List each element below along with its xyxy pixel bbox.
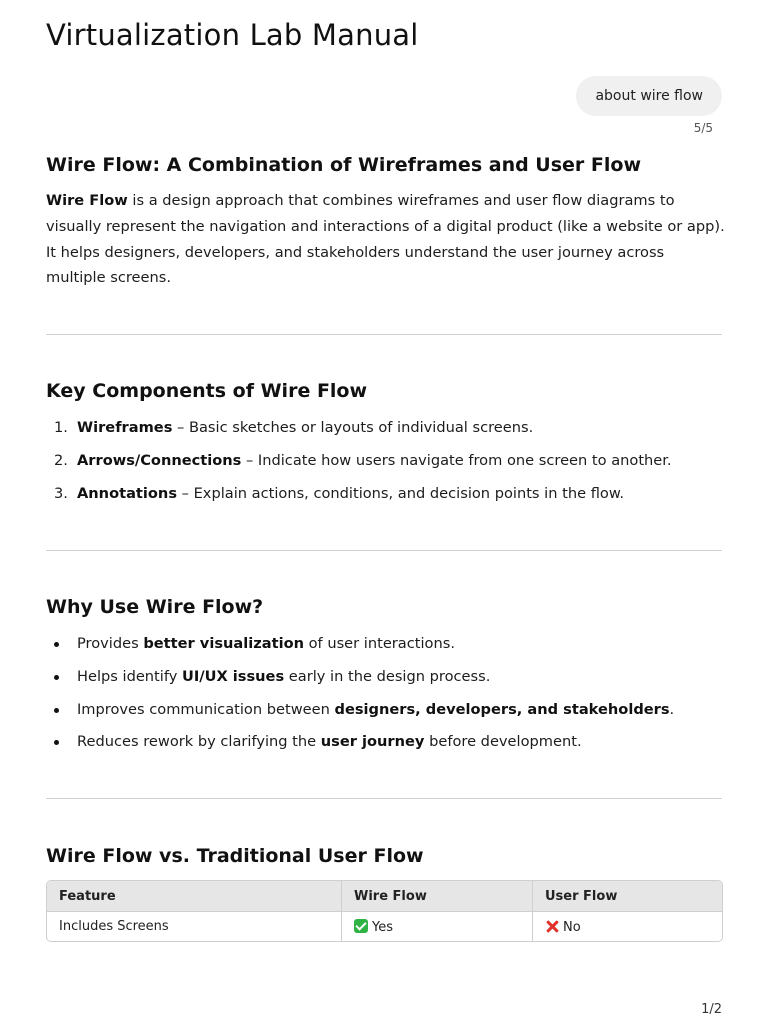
why-text: Reduces rework by clarifying the <box>77 733 321 750</box>
cell-user-flow-text: No <box>563 919 581 935</box>
why-emphasis: designers, developers, and stakeholders <box>334 701 670 718</box>
comparison-heading: Wire Flow vs. Traditional User Flow <box>46 845 424 867</box>
components-list-item <box>54 484 717 504</box>
bullet-icon <box>54 708 59 713</box>
why-emphasis: better visualization <box>143 635 304 652</box>
user-message-bubble: about wire flow <box>576 76 722 116</box>
cell-wire-flow-text: Yes <box>372 919 393 935</box>
components-list-item <box>54 451 717 471</box>
intro-text: is a design approach that combines wireframes and user flow diagrams to visually represent the navigation and interactions of a digital product (like a website or app). It helps designers, developers, and stakeholders understand the user journey across multiple screens. <box>46 192 725 287</box>
comparison-table <box>46 880 723 942</box>
cross-mark-icon <box>545 919 559 933</box>
component-term: Arrows/Connections <box>77 452 242 469</box>
intro-heading: Wire Flow: A Combination of Wireframes and User Flow <box>46 154 642 176</box>
why-heading: Why Use Wire Flow? <box>46 596 264 618</box>
check-mark-icon <box>354 919 368 933</box>
components-heading: Key Components of Wire Flow <box>46 380 368 402</box>
why-text: . <box>669 701 675 718</box>
table-header-row <box>47 881 722 912</box>
intro-paragraph <box>46 188 726 291</box>
component-text: – Indicate how users navigate from one screen to another. <box>241 452 672 469</box>
cell-wire-flow <box>342 912 533 942</box>
intro-term: Wire Flow <box>46 192 128 209</box>
why-text: of user interactions. <box>303 635 455 652</box>
component-term: Annotations <box>77 485 178 502</box>
section-divider <box>46 550 722 551</box>
column-header-user-flow: User Flow <box>533 881 723 912</box>
why-text: Improves communication between <box>77 701 335 718</box>
components-list-item <box>54 418 717 438</box>
why-text: before development. <box>424 733 582 750</box>
table-row <box>47 912 722 942</box>
why-emphasis: UI/UX issues <box>182 668 285 685</box>
response-counter[interactable]: 5/5 <box>693 121 713 135</box>
component-term: Wireframes <box>77 419 173 436</box>
list-number: 3. <box>54 485 68 502</box>
why-emphasis: user journey <box>320 733 425 750</box>
section-divider <box>46 334 722 335</box>
list-number: 2. <box>54 452 68 469</box>
component-text: – Explain actions, conditions, and decision points in the flow. <box>177 485 625 502</box>
why-text: Provides <box>77 635 144 652</box>
column-header-wire-flow: Wire Flow <box>342 881 533 912</box>
list-number: 1. <box>54 419 68 436</box>
why-list-item <box>77 700 717 720</box>
bullet-icon <box>54 740 59 745</box>
section-divider <box>46 798 722 799</box>
cell-feature: Includes Screens <box>47 912 342 942</box>
why-list-item <box>77 667 717 687</box>
component-text: – Basic sketches or layouts of individual screens. <box>172 419 534 436</box>
why-list-item <box>77 634 717 654</box>
document-title: Virtualization Lab Manual <box>46 18 419 52</box>
page-number: 1/2 <box>701 1002 722 1017</box>
why-list-item <box>77 732 717 752</box>
why-text: Helps identify <box>77 668 182 685</box>
column-header-feature: Feature <box>47 881 342 912</box>
bullet-icon <box>54 642 59 647</box>
cell-user-flow <box>533 912 723 942</box>
why-text: early in the design process. <box>284 668 491 685</box>
bullet-icon <box>54 675 59 680</box>
